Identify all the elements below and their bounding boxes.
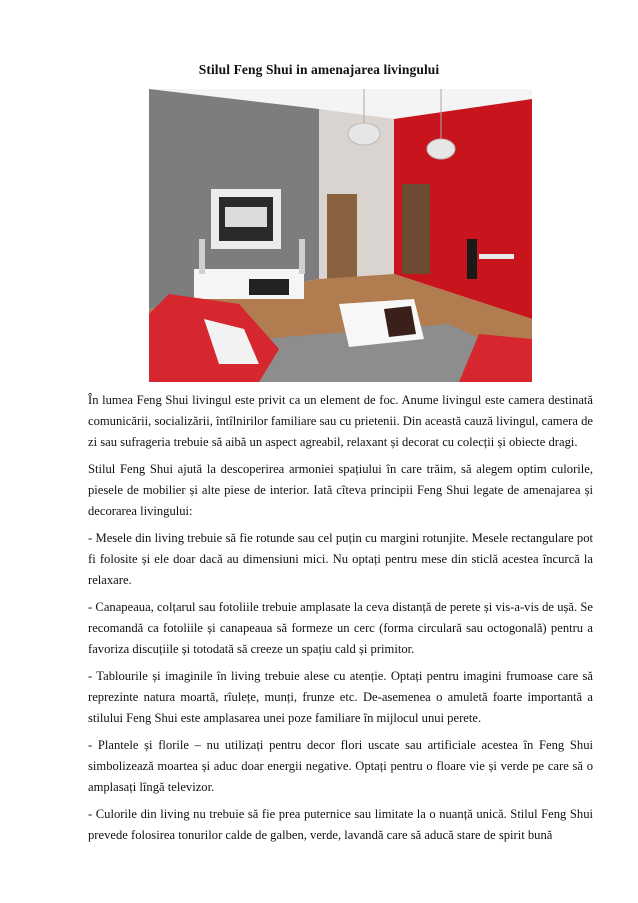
paragraph: - Culorile din living nu trebuie să fie prea puternice sau limitate la o nuanță unică. Stilul Feng Shui prevede folosirea tonurilor calde de galben, verde, lavandă care să aducă stare de spirit bună xyxy=(88,807,593,842)
living-room-photo xyxy=(149,89,532,382)
paragraph: - Canapeaua, colțarul sau fotoliile trebuie amplasate la ceva distanță de perete și vis-a-vis de ușă. Se recomandă ca fotoliile și canapeaua să formeze un cerc (forma circulară sau octogonală) pentru a favoriza discuțiile și totodată să creeze un spațiu cald și primitor. xyxy=(88,600,593,656)
paragraph: - Plantele și florile – nu utilizați pentru decor flori uscate sau artificiale acestea în Feng Shui simbolizează moartea și aduc doar energii negative. Optați pentru o floare vie și verde pe care să o amplasați lîngă televizor. xyxy=(88,738,593,794)
paragraph: În lumea Feng Shui livingul este privit ca un element de foc. Anume livingul este camera destinată comunicării, socializării, întîlnirilor familiare sau cu prietenii. Din această cauză livingul, camera de zi sau sufrageria trebuie să aibă un aspect agreabil, relaxant și decorat cu colecții și obiecte dragi. xyxy=(88,393,593,449)
document-body xyxy=(88,390,593,852)
paragraph: - Mesele din living trebuie să fie rotunde sau cel puțin cu margini rotunjite. Mesele rectangulare pot fi folosite și ele doar dacă au dimensiuni mici. Nu optați pentru mese din sticlă acestea încurcă la relaxare. xyxy=(88,531,593,587)
paragraph: Stilul Feng Shui ajută la descoperirea armoniei spațiului în care trăim, să alegem optim culorile, piesele de mobilier și alte piese de interior. Iată cîteva principii Feng Shui legate de amenajarea și decorarea livingului: xyxy=(88,462,593,518)
paragraph: - Tablourile și imaginile în living trebuie alese cu atenție. Optați pentru imagini frumoase care să reprezinte natura moartă, rîulețe, munți, frunze etc. De-asemenea o amuletă foarte importantă a stilului Feng Shui este amplasarea unei poze familiare în mijlocul unui perete. xyxy=(88,669,593,725)
document-title: Stilul Feng Shui in amenajarea livingului xyxy=(198,62,440,77)
